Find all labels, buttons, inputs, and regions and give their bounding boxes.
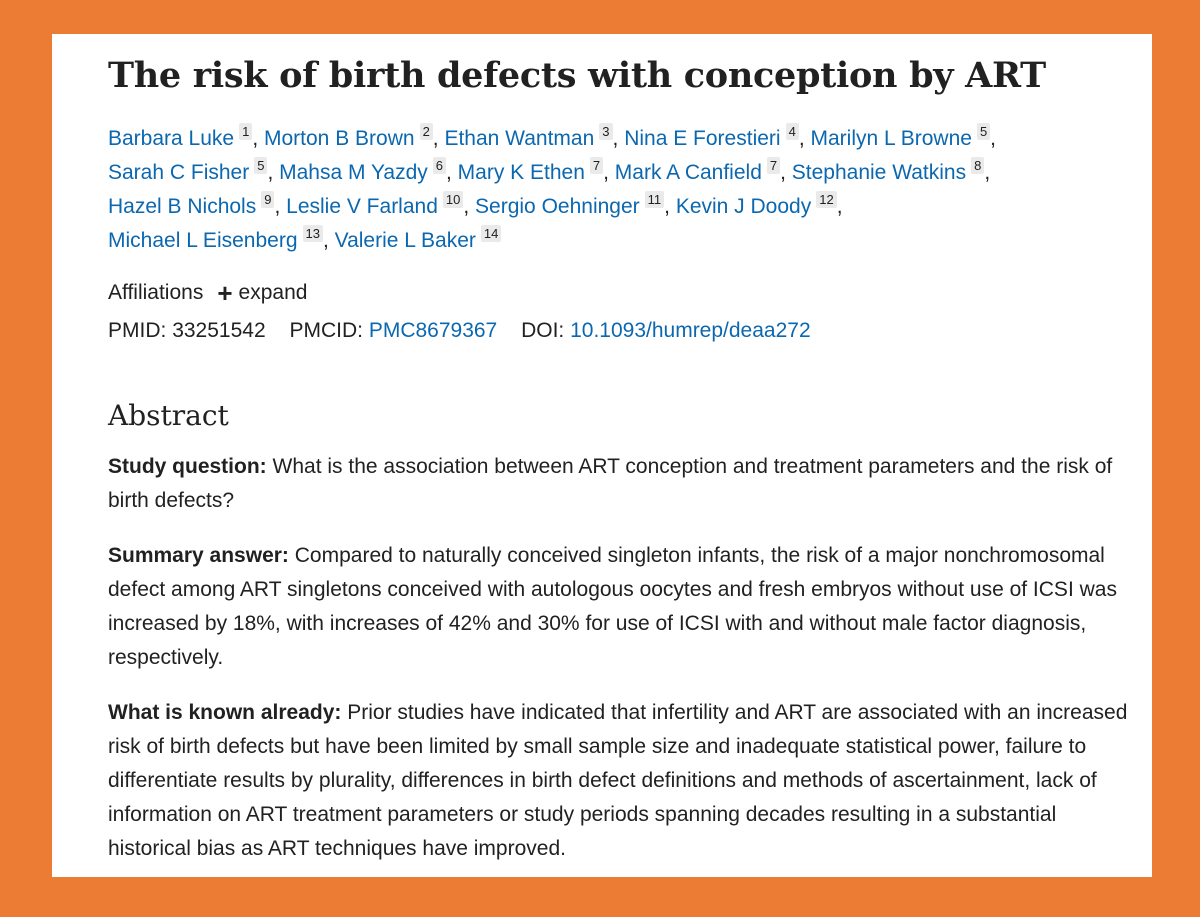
author-link[interactable]: Mary K Ethen: [457, 161, 585, 184]
abstract-section-what-is-known: [108, 696, 1128, 866]
affiliation-number[interactable]: 11: [645, 191, 665, 208]
author-item: Mary K Ethen 7 ,: [457, 158, 615, 184]
affiliation-number[interactable]: 1: [239, 123, 252, 140]
author-list: [108, 122, 1088, 258]
affiliation-number[interactable]: 6: [433, 157, 446, 174]
affiliation-number[interactable]: 5: [254, 157, 267, 174]
affiliation-number[interactable]: 9: [261, 191, 274, 208]
affiliations-expand-button[interactable]: [217, 278, 307, 308]
section-text: Prior studies have indicated that infertility and ART are associated with an increased risk of birth defects but have been limited by small sample size and inadequate statistical power, failure to differentiate results by plurality, differences in birth defect definitions and methods of ascertainment, lack of information on ART treatment parameters or study periods spanning decades resulting in a substantial historical bias as ART techniques have improved.: [108, 701, 1128, 860]
author-link[interactable]: Kevin J Doody: [675, 195, 812, 218]
affiliations-label: Affiliations: [108, 281, 204, 304]
author-link[interactable]: Morton B Brown: [264, 127, 415, 150]
author-item: Stephanie Watkins 8 ,: [791, 158, 991, 184]
pmcid-label: PMCID:: [289, 319, 363, 342]
author-link[interactable]: Ethan Wantman: [444, 127, 595, 150]
pmid-value: 33251542: [172, 319, 266, 342]
affiliation-number[interactable]: 13: [303, 225, 323, 242]
plus-icon: +: [217, 278, 233, 308]
identifiers-row: [108, 316, 1112, 346]
affiliation-number[interactable]: 2: [420, 123, 433, 140]
abstract-section-study-question: [108, 450, 1128, 518]
author-item: Kevin J Doody 12 ,: [675, 192, 843, 218]
author-item: Ethan Wantman 3 ,: [444, 124, 625, 150]
pmid: [108, 319, 266, 342]
author-item: Marilyn L Browne 5 ,: [810, 124, 997, 150]
author-link[interactable]: Mark A Canfield: [614, 161, 762, 184]
section-text: What is the association between ART conception and treatment parameters and the risk of birth defects?: [108, 455, 1113, 512]
author-link[interactable]: Mahsa M Yazdy: [279, 161, 428, 184]
doi-link[interactable]: 10.1093/humrep/deaa272: [570, 319, 811, 342]
author-item: Sergio Oehninger 11 ,: [475, 192, 676, 218]
article-title: The risk of birth defects with conception by ART: [108, 55, 1046, 96]
affiliation-number[interactable]: 14: [481, 225, 501, 242]
expand-label: expand: [238, 281, 308, 304]
affiliations-row: [108, 278, 1112, 308]
author-item: Leslie V Farland 10 ,: [286, 192, 476, 218]
abstract-section-summary-answer: [108, 539, 1128, 675]
author-item: Nina E Forestieri 4 ,: [624, 124, 811, 150]
abstract-heading: Abstract: [108, 399, 229, 432]
affiliation-number[interactable]: 4: [786, 123, 799, 140]
author-item: Barbara Luke 1 ,: [108, 124, 264, 150]
author-link[interactable]: Sarah C Fisher: [108, 161, 250, 184]
section-text: Compared to naturally conceived singleton infants, the risk of a major nonchromosomal defect among ART singletons conceived with autologous oocytes and fresh embryos without use of ICSI was increased by 18%, with increases of 42% and 30% for use of ICSI with and without male factor diagnosis, respectively.: [108, 544, 1117, 669]
pmcid: [289, 319, 497, 342]
author-item: Morton B Brown 2 ,: [264, 124, 445, 150]
author-link[interactable]: Nina E Forestieri: [624, 127, 781, 150]
author-item: Mark A Canfield 7 ,: [614, 158, 792, 184]
affiliation-number[interactable]: 12: [816, 191, 836, 208]
author-item: [334, 226, 502, 252]
author-link[interactable]: Hazel B Nichols: [108, 195, 257, 218]
author-link[interactable]: Marilyn L Browne: [810, 127, 972, 150]
author-item: Michael L Eisenberg 13 ,: [108, 226, 335, 252]
doi: [521, 319, 811, 342]
author-item: Sarah C Fisher 5 ,: [108, 158, 280, 184]
article-card: [52, 34, 1152, 877]
section-label: What is known already:: [108, 701, 342, 724]
author-link[interactable]: Stephanie Watkins: [791, 161, 967, 184]
doi-label: DOI:: [521, 319, 565, 342]
affiliation-number[interactable]: 10: [443, 191, 463, 208]
affiliation-number[interactable]: 3: [599, 123, 612, 140]
section-label: Summary answer:: [108, 544, 289, 567]
author-link[interactable]: Barbara Luke: [108, 127, 235, 150]
section-label: Study question:: [108, 455, 267, 478]
pmid-label: PMID:: [108, 319, 167, 342]
author-link[interactable]: Valerie L Baker: [334, 229, 476, 252]
pmcid-link[interactable]: PMC8679367: [368, 319, 498, 342]
author-item: Mahsa M Yazdy 6 ,: [279, 158, 458, 184]
affiliation-number[interactable]: 7: [590, 157, 603, 174]
author-link[interactable]: Sergio Oehninger: [475, 195, 640, 218]
author-link[interactable]: Michael L Eisenberg: [108, 229, 298, 252]
affiliation-number[interactable]: 7: [767, 157, 780, 174]
affiliation-number[interactable]: 5: [977, 123, 990, 140]
author-link[interactable]: Leslie V Farland: [286, 195, 438, 218]
affiliation-number[interactable]: 8: [971, 157, 984, 174]
author-item: Hazel B Nichols 9 ,: [108, 192, 287, 218]
